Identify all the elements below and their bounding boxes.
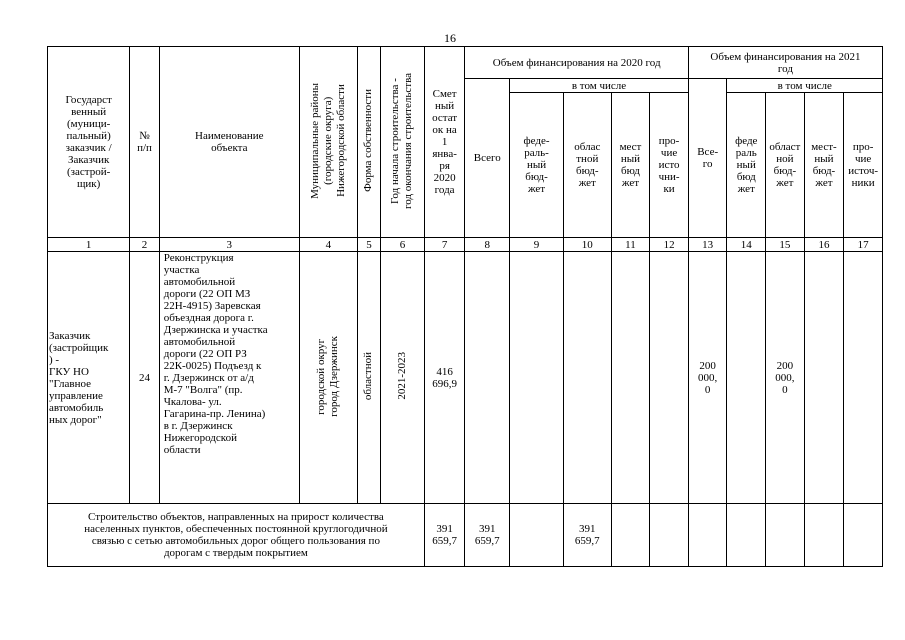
column-number: 14 <box>727 238 766 252</box>
header-object-name: Наименование объекта <box>159 47 299 238</box>
summary-label: Строительство объектов, направленных на прирост количества населенных пунктов, обеспеченных постоянной круглогодичной связью с сетью автомобильных дорог общего пользования по дорогам с твердым покрытием <box>48 504 425 567</box>
summary-local-2020 <box>611 504 650 567</box>
column-number: 7 <box>424 238 465 252</box>
column-number: 10 <box>563 238 611 252</box>
column-numbers-row <box>48 238 883 252</box>
row-estimate-balance: 416 696,9 <box>424 252 465 504</box>
column-number: 13 <box>688 238 727 252</box>
header-local-2021: мест- ный бюд- жет <box>804 93 844 238</box>
summary-federal-2020 <box>510 504 564 567</box>
header-funding-2021: Объем финансирования на 2021 год <box>688 47 882 79</box>
row-local-2020 <box>611 252 650 504</box>
row-municipality: городской округ город Дзержинск <box>299 252 357 504</box>
header-regional-2020: облас тной бюд- жет <box>563 93 611 238</box>
header-local-2020: мест ный бюд жет <box>611 93 650 238</box>
row-local-2021 <box>804 252 844 504</box>
header-estimate-balance: Смет ный остат ок на 1 янва- ря 2020 года <box>424 47 465 238</box>
column-number: 2 <box>130 238 159 252</box>
row-regional-2021: 200 000, 0 <box>766 252 805 504</box>
header-other-2021: про- чие источ- ники <box>844 93 883 238</box>
financing-table <box>47 46 883 567</box>
column-number: 9 <box>510 238 564 252</box>
header-customer: Государст венный (муници- пальный) заказчик / Заказчик (застрой- щик) <box>48 47 130 238</box>
summary-total-2020: 391 659,7 <box>465 504 510 567</box>
summary-local-2021 <box>804 504 844 567</box>
header-total-2021: Все- го <box>688 79 727 238</box>
column-number: 5 <box>357 238 380 252</box>
row-ownership: областной <box>357 252 380 504</box>
column-number: 16 <box>804 238 844 252</box>
header-municipality: Муниципальные районы (городские округа) Нижегородской области <box>299 47 357 238</box>
row-federal-2021 <box>727 252 766 504</box>
summary-other-2021 <box>844 504 883 567</box>
header-total-2020: Всего <box>465 79 510 238</box>
summary-estimate-balance: 391 659,7 <box>424 504 465 567</box>
row-total-2021: 200 000, 0 <box>688 252 727 504</box>
row-years: 2021-2023 <box>381 252 425 504</box>
column-number: 17 <box>844 238 883 252</box>
column-number: 11 <box>611 238 650 252</box>
row-number: 24 <box>130 252 159 504</box>
header-incl-2021: в том числе <box>727 79 883 93</box>
header-other-2020: про- чие исто чни- ки <box>650 93 689 238</box>
header-funding-2020: Объем финансирования на 2020 год <box>465 47 688 79</box>
summary-other-2020 <box>650 504 689 567</box>
row-federal-2020 <box>510 252 564 504</box>
header-federal-2021: феде раль ный бюд жет <box>727 93 766 238</box>
row-regional-2020 <box>563 252 611 504</box>
column-number: 12 <box>650 238 689 252</box>
column-number: 15 <box>766 238 805 252</box>
header-years: Год начала строительства - год окончания строительства <box>381 47 425 238</box>
header-federal-2020: феде- раль- ный бюд- жет <box>510 93 564 238</box>
header-ownership: Форма собственности <box>357 47 380 238</box>
column-number: 8 <box>465 238 510 252</box>
column-number: 6 <box>381 238 425 252</box>
page-number: 16 <box>444 31 456 45</box>
row-other-2020 <box>650 252 689 504</box>
header-incl-2020: в том числе <box>510 79 689 93</box>
row-total-2020 <box>465 252 510 504</box>
row-customer: Заказчик (застройщик ) - ГКУ НО "Главное управление автомобиль ных дорог" <box>48 252 130 504</box>
column-number: 4 <box>299 238 357 252</box>
summary-federal-2021 <box>727 504 766 567</box>
header-regional-2021: област ной бюд- жет <box>766 93 805 238</box>
summary-regional-2021 <box>766 504 805 567</box>
column-number: 1 <box>48 238 130 252</box>
row-other-2021 <box>844 252 883 504</box>
row-object-name: Реконструкция участка автомобильной дороги (22 ОП МЗ 22Н-4915) Заревская объездная дорога г. Дзержинска и участка автомобильной дороги (22 ОП РЗ 22К-0025) Подъезд к г. Дзержинск от а/д М-7 "Волга" (пр. Чкалова- ул. Гагарина-пр. Ленина) в г. Дзержинск Нижегородской области <box>159 252 299 504</box>
summary-row <box>48 504 883 567</box>
header-number: № п/п <box>130 47 159 238</box>
summary-total-2021 <box>688 504 727 567</box>
column-number: 3 <box>159 238 299 252</box>
summary-regional-2020: 391 659,7 <box>563 504 611 567</box>
table-row <box>48 252 883 504</box>
